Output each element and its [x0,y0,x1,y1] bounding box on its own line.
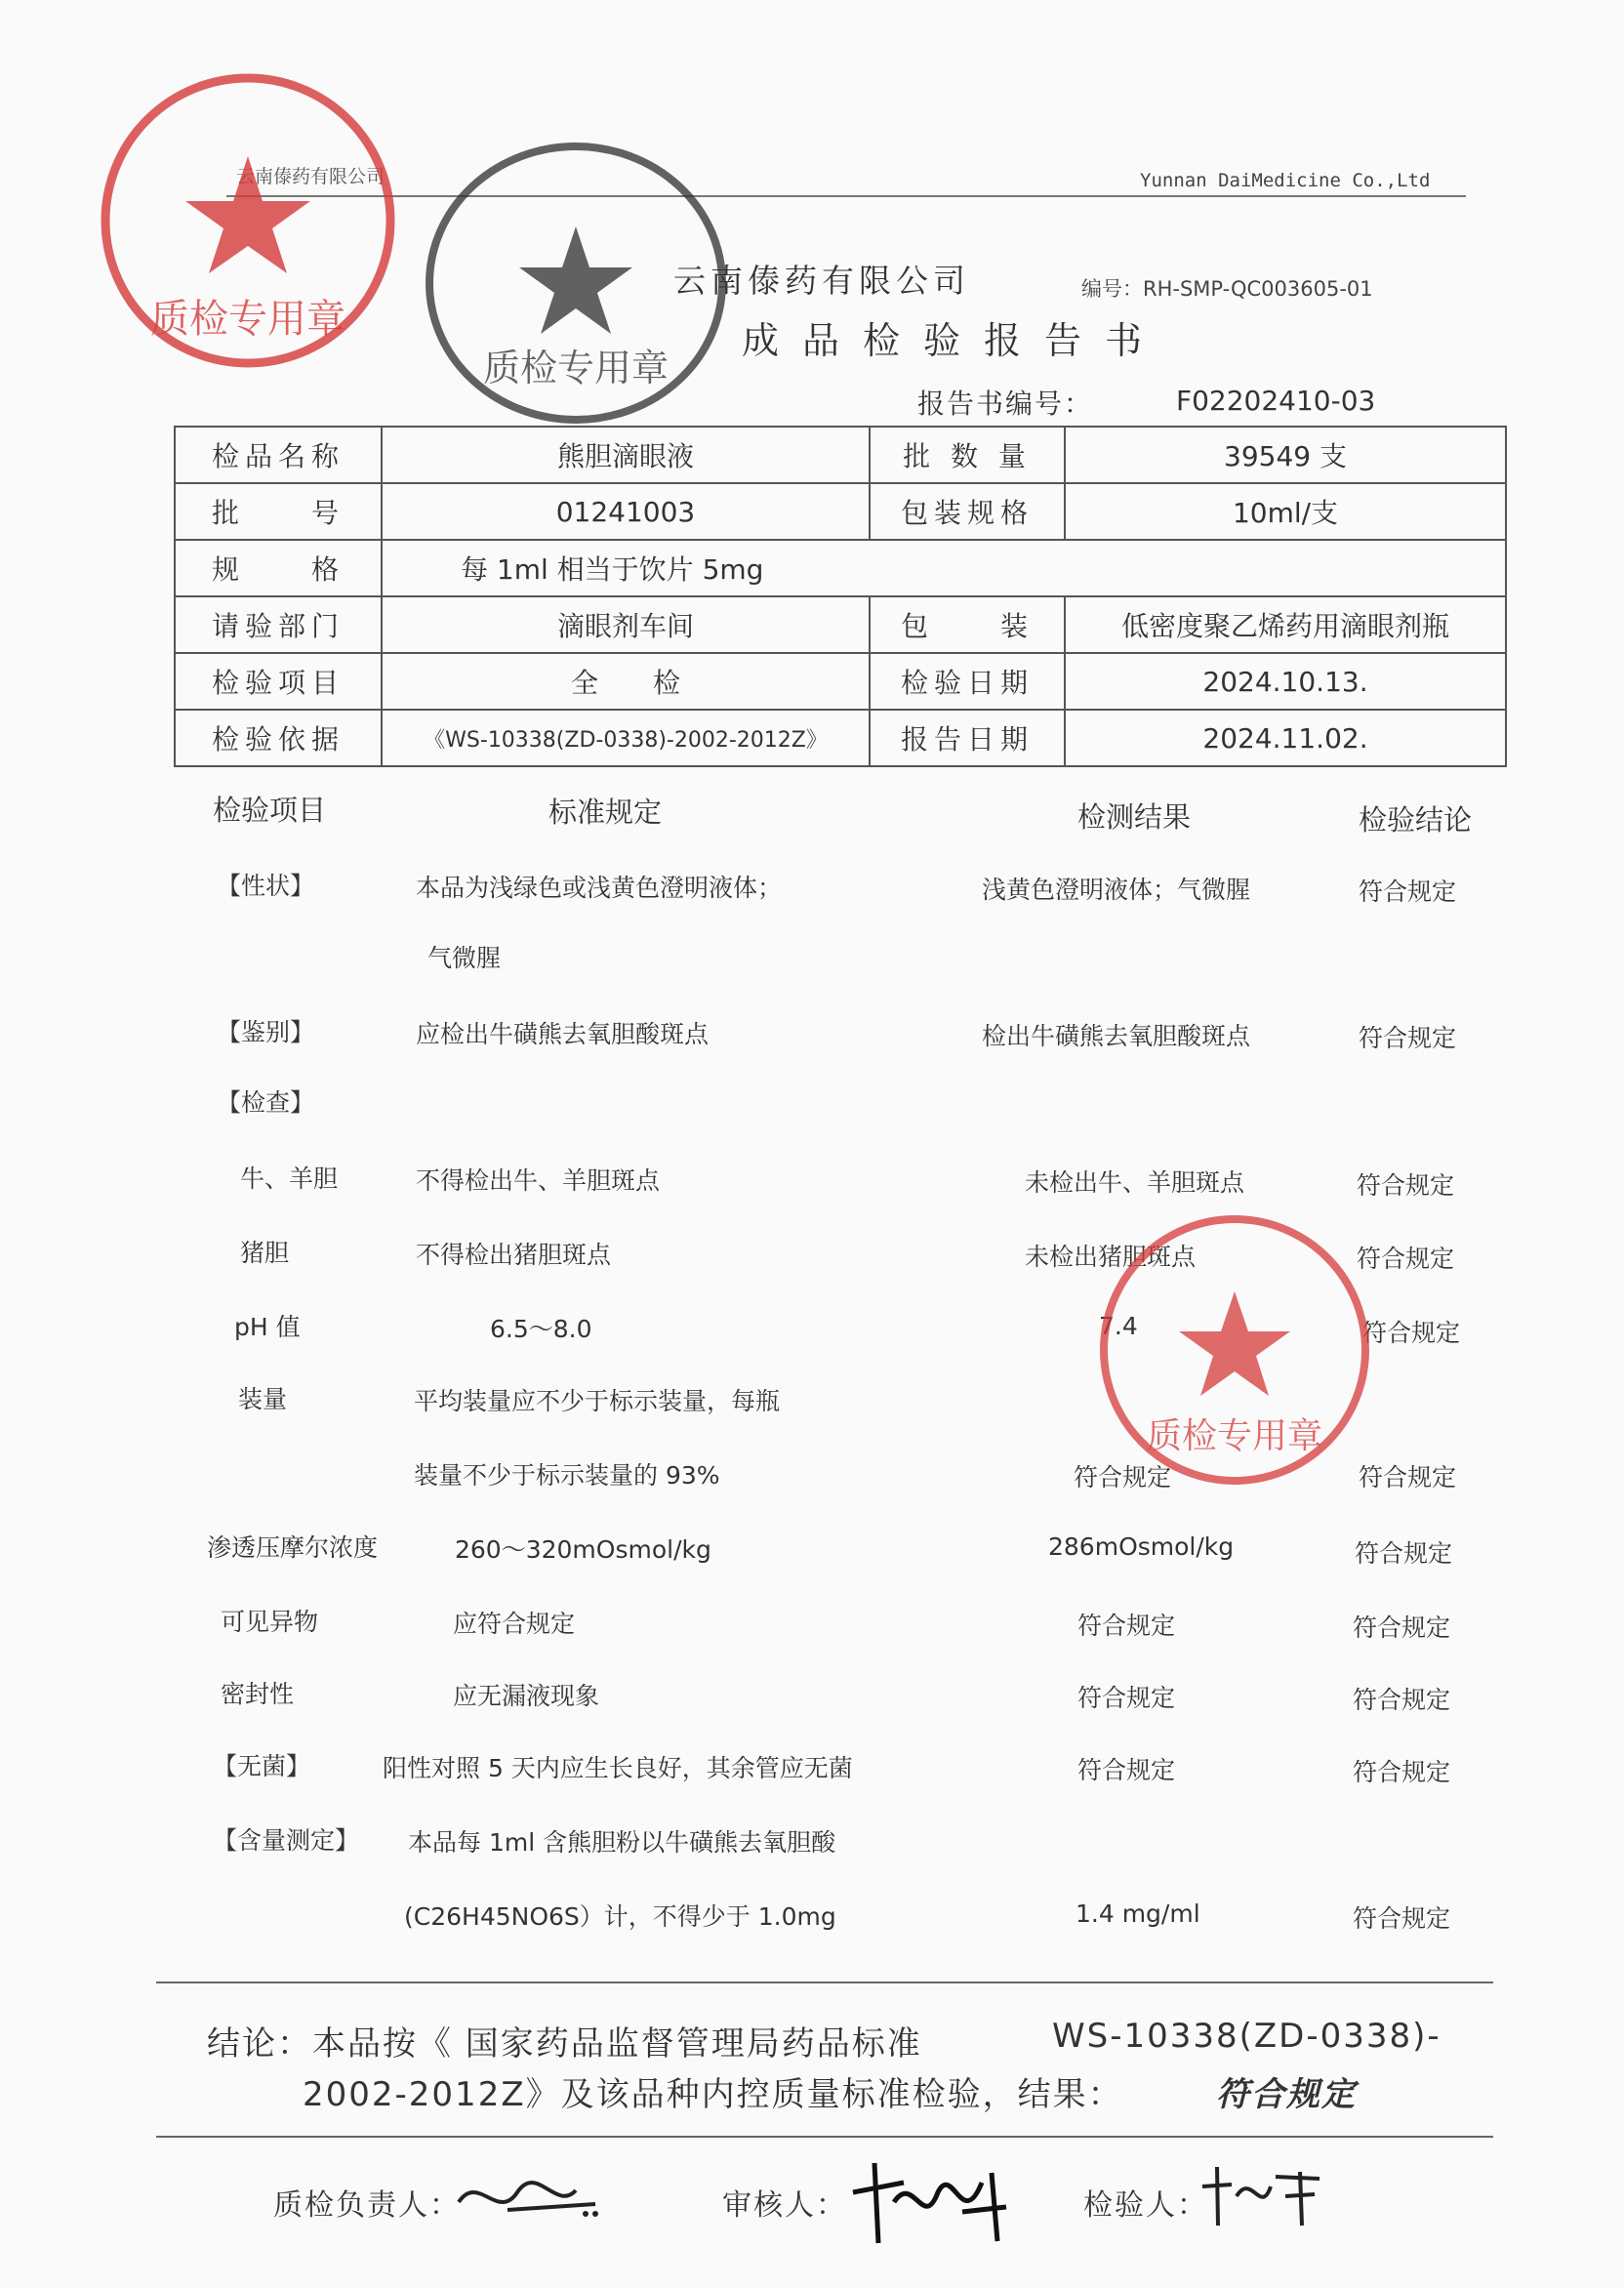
result-standard: 本品每 1ml 含熊胆粉以牛磺熊去氧胆酸 [408,1828,836,1857]
partner-seal-sub: 质检专用章 [1146,1416,1323,1456]
conclusion-line2: 2002-2012Z》及该品种内控质量标准检验，结果： [303,2075,1123,2114]
result-item: 渗透压摩尔浓度 [207,1533,379,1562]
header-rule [226,195,1466,197]
result-conclusion: 符合规定 [1353,1614,1451,1642]
info-label: 批 号 [175,483,382,540]
qc-seal-red [96,68,400,373]
info-row [175,653,1506,710]
info-row [175,483,1506,540]
result-value: 286mOsmol/kg [1048,1532,1235,1561]
col-header-conclusion: 检验结论 [1359,803,1473,837]
result-conclusion: 符合规定 [1359,1024,1457,1052]
info-label: 规 格 [175,540,382,596]
result-standard: 本品为浅绿色或浅黄色澄明液体； [416,874,783,902]
result-standard: 平均装量应不少于标示装量，每瓶 [414,1387,781,1415]
result-item: 【含量测定】 [213,1826,360,1855]
result-conclusion: 符合规定 [1359,878,1457,906]
report-number: F02202410-03 [1176,385,1376,417]
result-standard: 不得检出猪胆斑点 [416,1241,612,1269]
info-label: 包装规格 [870,483,1065,540]
info-value: 《WS-10338(ZD-0338)-2002-2012Z》 [382,710,870,766]
result-standard: 阳性对照 5 天内应生长良好，其余管应无菌 [383,1754,853,1782]
header-company-cn: 云南傣药有限公司 [236,166,386,187]
result-value: 未检出牛、羊胆斑点 [1025,1168,1245,1197]
col-header-result: 检测结果 [1077,800,1192,834]
result-standard: 气微腥 [427,944,502,972]
conclusion-standard: WS-10338(ZD-0338)- [1052,2017,1441,2056]
result-conclusion: 符合规定 [1355,1539,1453,1568]
result-item: 牛、羊胆 [240,1164,339,1193]
result-value: 7.4 [1099,1312,1138,1340]
result-conclusion: 符合规定 [1362,1319,1461,1347]
result-standard: 应符合规定 [453,1610,576,1638]
result-standard: (C26H45NO6S）计，不得少于 1.0mg [404,1902,836,1931]
result-conclusion: 符合规定 [1357,1171,1455,1200]
result-item: 装量 [238,1385,288,1413]
result-conclusion: 符合规定 [1357,1245,1455,1273]
result-conclusion: 符合规定 [1353,1758,1451,1786]
result-item: 【无菌】 [213,1752,311,1780]
info-label: 请验部门 [175,596,382,653]
result-item: 【鉴别】 [217,1018,315,1046]
reviewer-label: 审核人： [722,2188,847,2223]
report-number-label: 报告书编号： [917,388,1094,420]
conclusion-rule-top [156,1982,1493,1983]
info-row [175,596,1506,653]
info-label: 检验项目 [175,653,382,710]
inspector-signature [1193,2157,1329,2235]
result-item: 【性状】 [217,872,315,900]
result-standard: 装量不少于标示装量的 93% [414,1461,720,1490]
result-section: 【检查】 [217,1088,315,1117]
result-value: 1.4 mg/ml [1076,1900,1200,1928]
qc-seal-dark [420,137,732,429]
result-item: 猪胆 [240,1239,290,1267]
conclusion-rule-bottom [156,2136,1493,2138]
result-conclusion: 符合规定 [1353,1904,1451,1933]
result-value: 符合规定 [1077,1684,1176,1712]
info-value: 熊胆滴眼液 [382,427,870,483]
reviewer-signature [845,2153,1011,2251]
result-value: 符合规定 [1074,1463,1172,1491]
col-header-standard: 标准规定 [548,796,663,829]
result-standard: 应检出牛磺熊去氧胆酸斑点 [416,1020,710,1048]
result-standard: 不得检出牛、羊胆斑点 [416,1166,661,1195]
qa-lead-signature [449,2163,605,2231]
qc-seal-red-sub: 质检专用章 [150,297,345,342]
info-row [175,427,1506,483]
result-value: 符合规定 [1077,1756,1176,1784]
header-company-en: Yunnan DaiMedicine Co.,Ltd [1140,170,1431,191]
result-conclusion: 符合规定 [1359,1463,1457,1491]
info-value: 01241003 [382,483,870,540]
result-value: 浅黄色澄明液体；气微腥 [982,876,1251,904]
result-standard: 260～320mOsmol/kg [455,1535,711,1564]
doc-title: 成品检验报告书 [742,319,1166,362]
info-row [175,710,1506,766]
info-value: 2024.10.13. [1065,653,1506,710]
info-value: 全 检 [382,653,870,710]
info-label: 报告日期 [870,710,1065,766]
info-label: 包 装 [870,596,1065,653]
info-value: 2024.11.02. [1065,710,1506,766]
col-header-item: 检验项目 [213,794,327,827]
result-standard: 应无漏液现象 [453,1682,600,1710]
result-item: 密封性 [221,1680,295,1708]
info-value: 10ml/支 [1065,483,1506,540]
info-value: 每 1ml 相当于饮片 5mg [382,540,1506,596]
partner-seal-red [1093,1208,1376,1491]
result-value: 检出牛磺熊去氧胆酸斑点 [982,1022,1251,1050]
conclusion-result: 符合规定 [1216,2075,1357,2114]
doc-company: 云南傣药有限公司 [673,262,970,300]
qa-lead-label: 质检负责人： [273,2188,461,2223]
info-row [175,540,1506,596]
doc-number: 编号：RH-SMP-QC003605-01 [1081,277,1373,301]
info-label: 检品名称 [175,427,382,483]
conclusion-line1: 结论：本品按《 国家药品监督管理局药品标准 [207,2024,922,2063]
info-value: 低密度聚乙烯药用滴眼剂瓶 [1065,596,1506,653]
result-item: pH 值 [234,1313,301,1341]
info-value: 滴眼剂车间 [382,596,870,653]
info-table [174,426,1507,767]
info-label: 批 数 量 [870,427,1065,483]
qc-seal-dark-sub: 质检专用章 [482,347,670,389]
result-standard: 6.5～8.0 [490,1315,592,1343]
result-value: 未检出猪胆斑点 [1025,1243,1197,1271]
info-label: 检验日期 [870,653,1065,710]
info-label: 检验依据 [175,710,382,766]
result-item: 可见异物 [221,1608,319,1636]
info-value: 39549 支 [1065,427,1506,483]
result-conclusion: 符合规定 [1353,1686,1451,1714]
result-value: 符合规定 [1077,1612,1176,1640]
inspector-label: 检验人： [1083,2188,1208,2223]
